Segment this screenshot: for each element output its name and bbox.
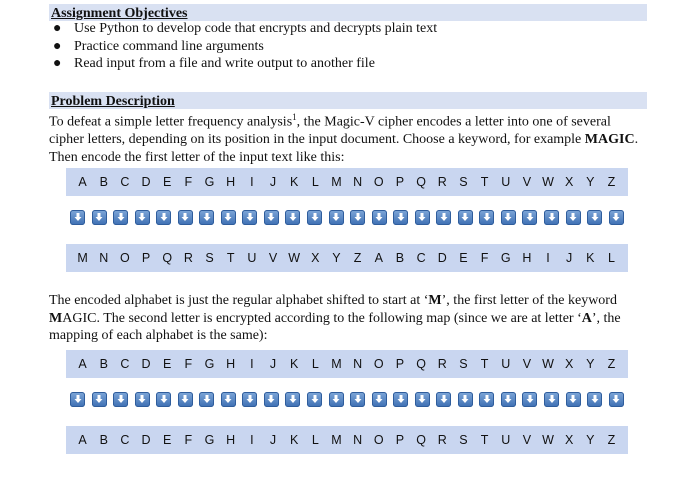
alphabet-letter: F xyxy=(184,357,193,371)
alphabet-letter: Y xyxy=(586,357,595,371)
down-arrow-icon xyxy=(587,210,602,225)
alphabet-letter: O xyxy=(373,433,384,447)
alphabet-letter: G xyxy=(500,251,511,265)
objective-item: ● Practice command line arguments xyxy=(53,38,264,54)
alphabet-letter: M xyxy=(77,251,88,265)
alphabet-letter: E xyxy=(163,433,172,447)
down-arrow-icon xyxy=(609,392,624,407)
down-arrow-icon xyxy=(242,392,257,407)
alphabet-letter: L xyxy=(311,357,319,371)
plain-alphabet-strip-1 xyxy=(66,168,628,196)
alphabet-letter: L xyxy=(311,433,319,447)
alphabet-letter: R xyxy=(183,251,193,265)
alphabet-letter: A xyxy=(78,433,87,447)
alphabet-letter: F xyxy=(184,433,193,447)
alphabet-letter: M xyxy=(331,357,342,371)
alphabet-letter: K xyxy=(289,357,299,371)
down-arrow-icon xyxy=(70,392,85,407)
alphabet-letter: W xyxy=(542,433,554,447)
down-arrow-icon xyxy=(436,392,451,407)
alphabet-letter: R xyxy=(437,175,447,189)
alphabet-letter: A xyxy=(374,251,383,265)
alphabet-letter: J xyxy=(269,357,277,371)
down-arrow-icon xyxy=(135,210,150,225)
alphabet-letter: J xyxy=(269,175,277,189)
alphabet-letter: H xyxy=(522,251,532,265)
alphabet-letter: D xyxy=(141,433,151,447)
down-arrow-icon xyxy=(156,210,171,225)
alphabet-letter: Z xyxy=(607,175,616,189)
alphabet-letter: U xyxy=(501,357,511,371)
alphabet-letter: J xyxy=(269,433,277,447)
bullet-glyph: ● xyxy=(53,21,62,36)
down-arrow-icon xyxy=(522,210,537,225)
alphabet-letter: G xyxy=(204,433,215,447)
down-arrow-icon xyxy=(544,392,559,407)
alphabet-letter: Y xyxy=(332,251,341,265)
down-arrow-icon xyxy=(329,210,344,225)
alphabet-letter: T xyxy=(480,175,489,189)
down-arrow-icon xyxy=(178,392,193,407)
alphabet-letter: I xyxy=(250,433,254,447)
alphabet-letter: Q xyxy=(162,251,173,265)
alphabet-letter: O xyxy=(373,175,384,189)
cipher-alphabet-strip-2 xyxy=(66,426,628,454)
alphabet-letter: V xyxy=(522,357,532,371)
objectives-heading-bar xyxy=(49,4,647,21)
alphabet-letter: G xyxy=(204,357,215,371)
bullet-glyph: ● xyxy=(53,38,62,54)
down-arrow-icon xyxy=(609,210,624,225)
alphabet-letter: J xyxy=(566,251,573,265)
alphabet-letter: A xyxy=(78,357,87,371)
alphabet-letter: M xyxy=(331,175,342,189)
alphabet-letter: T xyxy=(480,357,489,371)
alphabet-letter: Z xyxy=(607,433,616,447)
alphabet-letter: S xyxy=(205,251,214,265)
alphabet-letter: E xyxy=(163,175,172,189)
alphabet-letter: L xyxy=(311,175,319,189)
down-arrow-icon xyxy=(415,210,430,225)
down-arrow-icon xyxy=(264,210,279,225)
alphabet-letter: W xyxy=(542,175,554,189)
down-arrow-icon xyxy=(156,392,171,407)
alphabet-letter: V xyxy=(268,251,278,265)
alphabet-letter: I xyxy=(250,357,254,371)
alphabet-letter: G xyxy=(204,175,215,189)
alphabet-letter: X xyxy=(565,357,574,371)
down-arrow-icon xyxy=(307,392,322,407)
alphabet-letter: L xyxy=(608,251,615,265)
alphabet-letter: Q xyxy=(416,433,426,447)
alphabet-letter: V xyxy=(522,175,532,189)
down-arrow-icon xyxy=(329,392,344,407)
down-arrow-icon xyxy=(522,392,537,407)
alphabet-letter: E xyxy=(459,251,468,265)
alphabet-letter: M xyxy=(331,433,342,447)
arrow-row-1 xyxy=(66,207,628,227)
alphabet-letter: R xyxy=(437,433,447,447)
alphabet-letter: S xyxy=(459,357,468,371)
problem-paragraph-2: The encoded alphabet is just the regular alphabet shifted to start at ‘M’, the first letter of the keyword MAGIC. The second letter is encrypted according to the following map (since we are at letter ‘A’, the mapping of each alphabet is the same): xyxy=(49,293,621,343)
alphabet-letter: X xyxy=(311,251,320,265)
alphabet-letter: B xyxy=(99,433,108,447)
alphabet-letter: P xyxy=(395,433,405,447)
alphabet-letter: N xyxy=(353,357,363,371)
alphabet-letter: O xyxy=(120,251,130,265)
alphabet-letter: B xyxy=(99,357,108,371)
bullet-glyph: ● xyxy=(53,56,62,71)
down-arrow-icon xyxy=(350,210,365,225)
down-arrow-icon xyxy=(372,392,387,407)
alphabet-letter: N xyxy=(99,251,109,265)
alphabet-letter: D xyxy=(141,357,151,371)
down-arrow-icon xyxy=(135,392,150,407)
down-arrow-icon xyxy=(285,392,300,407)
down-arrow-icon xyxy=(70,210,85,225)
alphabet-letter: I xyxy=(250,175,254,189)
alphabet-letter: K xyxy=(289,175,299,189)
alphabet-letter: X xyxy=(565,433,574,447)
alphabet-letter: C xyxy=(120,175,130,189)
alphabet-letter: O xyxy=(373,357,384,371)
alphabet-letter: X xyxy=(565,175,574,189)
alphabet-letter: D xyxy=(141,175,151,189)
alphabet-letter: I xyxy=(546,251,550,265)
alphabet-letter: Z xyxy=(607,357,616,371)
down-arrow-icon xyxy=(436,210,451,225)
alphabet-letter: P xyxy=(395,175,405,189)
down-arrow-icon xyxy=(199,392,214,407)
down-arrow-icon xyxy=(221,210,236,225)
down-arrow-icon xyxy=(350,392,365,407)
down-arrow-icon xyxy=(113,392,128,407)
alphabet-letter: S xyxy=(459,433,468,447)
plain-alphabet-strip-2 xyxy=(66,350,628,378)
down-arrow-icon xyxy=(479,210,494,225)
alphabet-letter: Y xyxy=(586,433,595,447)
alphabet-letter: K xyxy=(586,251,595,265)
down-arrow-icon xyxy=(566,210,581,225)
objectives-list xyxy=(49,20,437,73)
down-arrow-icon xyxy=(393,210,408,225)
alphabet-letter: V xyxy=(522,433,532,447)
down-arrow-icon xyxy=(393,392,408,407)
alphabet-letter: E xyxy=(163,357,172,371)
alphabet-letter: R xyxy=(437,357,447,371)
down-arrow-icon xyxy=(544,210,559,225)
down-arrow-icon xyxy=(415,392,430,407)
alphabet-letter: Z xyxy=(353,251,362,265)
down-arrow-icon xyxy=(92,210,107,225)
alphabet-letter: T xyxy=(226,251,235,265)
down-arrow-icon xyxy=(242,210,257,225)
down-arrow-icon xyxy=(285,210,300,225)
alphabet-letter: K xyxy=(289,433,299,447)
alphabet-letter: B xyxy=(395,251,405,265)
down-arrow-icon xyxy=(458,210,473,225)
down-arrow-icon xyxy=(113,210,128,225)
alphabet-letter: Q xyxy=(416,175,426,189)
alphabet-letter: A xyxy=(78,175,87,189)
alphabet-letter: W xyxy=(542,357,554,371)
alphabet-letter: H xyxy=(226,433,236,447)
alphabet-letter: T xyxy=(480,433,489,447)
objective-item: ● Read input from a file and write output to another file xyxy=(53,56,375,71)
down-arrow-icon xyxy=(307,210,322,225)
down-arrow-icon xyxy=(372,210,387,225)
down-arrow-icon xyxy=(501,210,516,225)
alphabet-letter: P xyxy=(395,357,405,371)
alphabet-letter: B xyxy=(99,175,108,189)
alphabet-letter: N xyxy=(353,175,363,189)
alphabet-letter: C xyxy=(120,357,130,371)
down-arrow-icon xyxy=(501,392,516,407)
arrow-row-2 xyxy=(66,389,628,409)
down-arrow-icon xyxy=(264,392,279,407)
alphabet-letter: U xyxy=(501,433,511,447)
alphabet-letter: C xyxy=(120,433,130,447)
alphabet-letter: F xyxy=(184,175,193,189)
down-arrow-icon xyxy=(92,392,107,407)
alphabet-letter: S xyxy=(459,175,468,189)
alphabet-letter: U xyxy=(501,175,511,189)
cipher-alphabet-strip-1 xyxy=(66,244,628,272)
alphabet-letter: Y xyxy=(586,175,595,189)
alphabet-letter: N xyxy=(353,433,363,447)
down-arrow-icon xyxy=(479,392,494,407)
alphabet-letter: Q xyxy=(416,357,426,371)
alphabet-letter: W xyxy=(288,251,301,265)
alphabet-letter: F xyxy=(480,251,489,265)
problem-heading-bar xyxy=(49,92,647,109)
down-arrow-icon xyxy=(458,392,473,407)
down-arrow-icon xyxy=(221,392,236,407)
down-arrow-icon xyxy=(178,210,193,225)
down-arrow-icon xyxy=(587,392,602,407)
objective-item: ● Use Python to develop code that encrypts and decrypts plain text xyxy=(53,21,438,36)
alphabet-letter: P xyxy=(141,251,151,265)
alphabet-letter: D xyxy=(437,251,447,265)
problem-paragraph-1: To defeat a simple letter frequency analysis$^1$, the Magic-V cipher encodes a letter into one of several cipher letters, depending on its position in the input document. Choose a keyword, for example MAGIC. Then encode the first letter of the input text like this: xyxy=(49,112,639,165)
objectives-heading: Assignment Objectives xyxy=(51,6,188,21)
alphabet-letter: H xyxy=(226,175,236,189)
alphabet-letter: H xyxy=(226,357,236,371)
down-arrow-icon xyxy=(566,392,581,407)
alphabet-letter: C xyxy=(416,251,426,265)
down-arrow-icon xyxy=(199,210,214,225)
problem-heading: Problem Description xyxy=(51,94,175,109)
alphabet-letter: U xyxy=(247,251,257,265)
